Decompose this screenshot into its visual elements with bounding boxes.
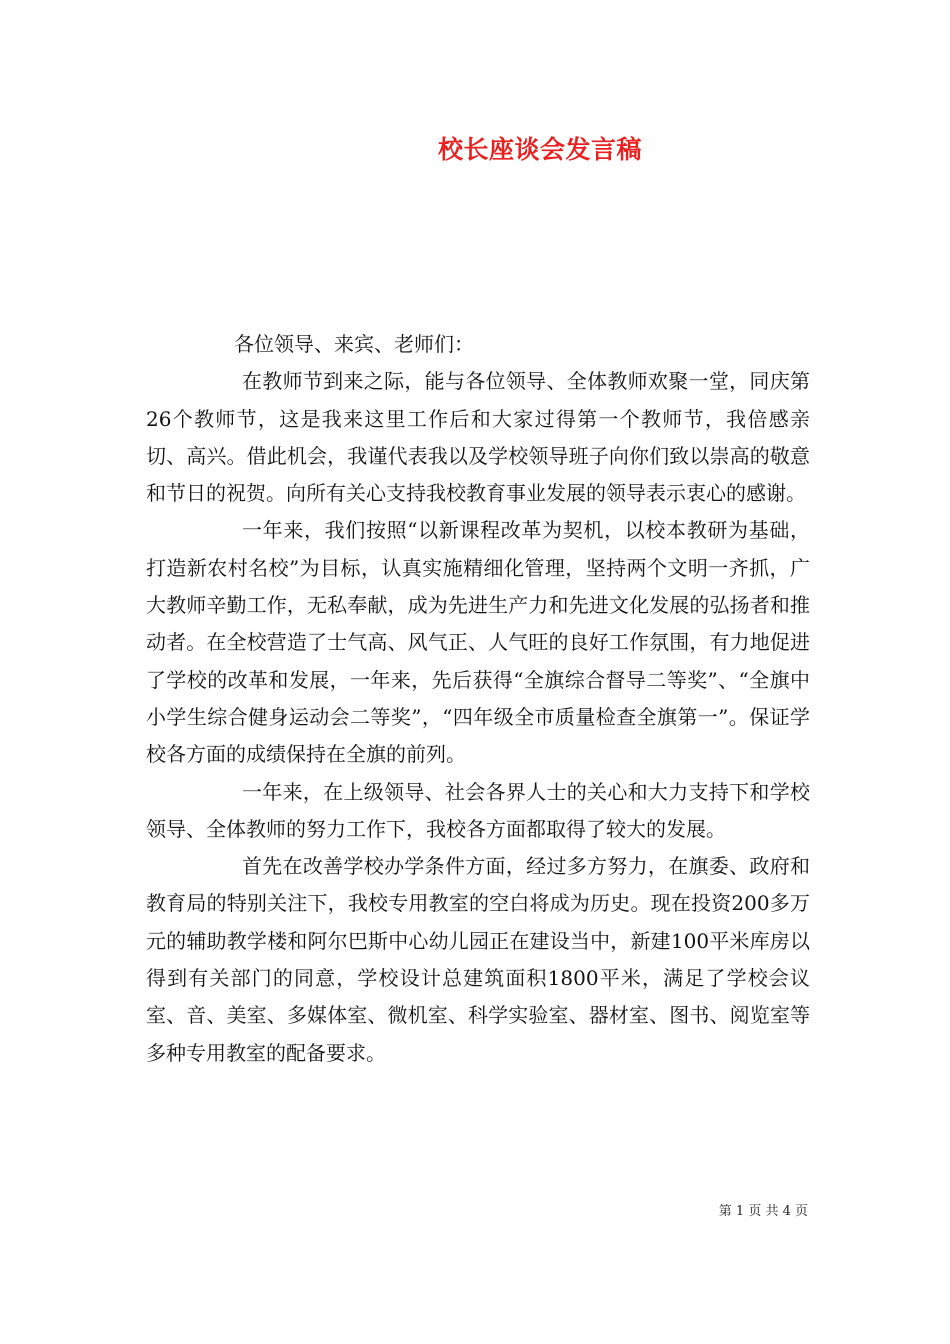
paragraph-4: 首先在改善学校办学条件方面，经过多方努力，在旗委、政府和教育局的特别关注下，我校专用教室的空白将成为历史。现在投资200多万元的辅助教学楼和阿尔巴斯中心幼儿园正在建设当中，新建100平米库房以得到有关部门的同意，学校设计总建筑面积1800平米，满足了学校会议室、音、美室、多媒体室、微机室、科学实验室、器材室、图书、阅览室等多种专用教室的配备要求。 [146, 854, 810, 1065]
salutation: 各位领导、来宾、老师们： [234, 332, 474, 356]
paragraph-3: 一年来，在上级领导、社会各界人士的关心和大力支持下和学校领导、全体教师的努力工作下，我校各方面都取得了较大的发展。 [146, 779, 810, 841]
page-title: 校长座谈会发言稿 [437, 135, 642, 164]
paragraph-1: 在教师节到来之际，能与各位领导、全体教师欢聚一堂，同庆第26个教师节，这是我来这里工作后和大家过得第一个教师节，我倍感亲切、高兴。借此机会，我谨代表我以及学校领导班子向你们致以崇高的敬意和节日的祝贺。向所有关心支持我校教育事业发展的领导表示衷心的感谢。 [146, 369, 810, 506]
document-body [146, 326, 810, 1072]
page-number-footer: 第 1 页 共 4 页 [718, 1204, 808, 1219]
paragraph-2: 一年来，我们按照“以新课程改革为契机，以校本教研为基础，打造新农村名校”为目标，认真实施精细化管理，坚持两个文明一齐抓，广大教师辛勤工作，无私奉献，成为先进生产力和先进文化发展的弘扬者和推动者。在全校营造了士气高、风气正、人气旺的良好工作氛围，有力地促进了学校的改革和发展，一年来，先后获得“全旗综合督导二等奖”、“全旗中小学生综合健身运动会二等奖”，“四年级全市质量检查全旗第一”。保证学校各方面的成绩保持在全旗的前列。 [146, 518, 810, 767]
